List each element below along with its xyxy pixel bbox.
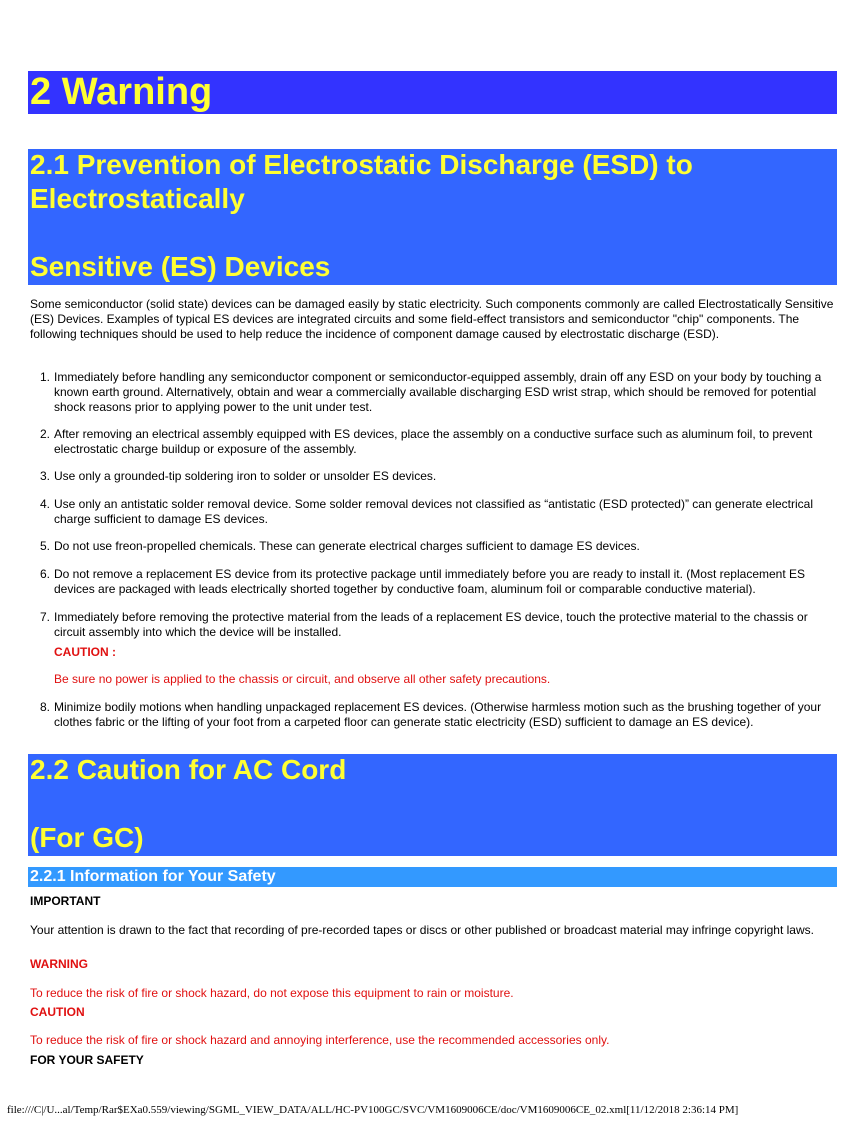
list-number: 5. — [39, 539, 50, 553]
list-item: Immediately before handling any semiconductor component or semiconductor-equipped assembly, drain off any ESD on your body by touching a known earth ground. Alternatively, obtain and wear a commercially available discharging ESD wrist strap, which should be removed for potential shock reasons prior to applying power to the unit under test. — [54, 370, 822, 414]
section-title-esd — [28, 149, 837, 285]
warning-label: WARNING — [30, 957, 88, 971]
list-item: Use only an antistatic solder removal device. Some solder removal devices not classified as “antistatic (ESD protected)” can generate electrical charge sufficient to damage ES devices. — [54, 497, 814, 526]
section-title-ac-line2: (For GC) — [30, 822, 144, 853]
list-number: 4. — [39, 497, 50, 511]
section-title-esd-line2: Electrostatically — [30, 183, 245, 214]
caution-text: Be sure no power is applied to the chassis or circuit, and observe all other safety precautions. — [54, 672, 551, 686]
section-title-ac-line1: 2.2 Caution for AC Cord — [30, 754, 347, 785]
section-title-esd-line1: 2.1 Prevention of Electrostatic Discharge (ESD) to — [30, 149, 693, 180]
for-your-safety-label: FOR YOUR SAFETY — [30, 1053, 144, 1067]
list-number: 7. — [39, 610, 50, 624]
caution-label-ac: CAUTION — [30, 1005, 85, 1019]
esd-intro: Some semiconductor (solid state) devices can be damaged easily by static electricity. Such components commonly are called Electrostatically Sensitive (ES) Devices. Examples of typical ES devices are integrated circuits and some field-effect transistors and semiconductor "chip" components. The following techniques should be used to help reduce the incidence of component damage caused by electrostatic discharge (ESD). — [30, 297, 834, 341]
list-item: Minimize bodily motions when handling unpackaged replacement ES devices. (Otherwise harmless motion such as the brushing together of your clothes fabric or the lifting of your foot from a carpeted floor can generate static electricity (ESD) sufficient to damage an ES device). — [54, 700, 822, 729]
subsection-title-safety: 2.2.1 Information for Your Safety — [28, 867, 837, 887]
important-label: IMPORTANT — [30, 894, 101, 908]
list-number: 2. — [39, 427, 50, 441]
list-item: Use only a grounded-tip soldering iron to solder or unsolder ES devices. — [54, 469, 437, 483]
list-number: 1. — [39, 370, 50, 384]
list-item: Do not remove a replacement ES device from its protective package until immediately before you are ready to install it. (Most replacement ES devices are packaged with leads electrically shorted together by conductive foam, aluminum foil or comparable conductive material). — [54, 567, 806, 596]
list-item: After removing an electrical assembly equipped with ES devices, place the assembly on a conductive surface such as aluminum foil, to prevent electrostatic charge buildup or exposure of the assembly. — [54, 427, 813, 456]
chapter-title: 2 Warning — [28, 71, 837, 114]
list-number: 8. — [39, 700, 50, 714]
important-text: Your attention is drawn to the fact that recording of pre-recorded tapes or discs or other published or broadcast material may infringe copyright laws. — [30, 923, 814, 937]
list-number: 6. — [39, 567, 50, 581]
warning-text: To reduce the risk of fire or shock hazard, do not expose this equipment to rain or moisture. — [30, 986, 514, 1000]
caution-label: CAUTION : — [54, 645, 116, 659]
list-item: Do not use freon-propelled chemicals. These can generate electrical charges sufficient to damage ES devices. — [54, 539, 640, 553]
section-title-ac-cord — [28, 754, 837, 856]
file-path-footer: file:///C|/U...al/Temp/Rar$EXa0.559/viewing/SGML_VIEW_DATA/ALL/HC-PV100GC/SVC/VM1609006CE/doc/VM1609006CE_02.xml[11/12/2018 2:36:14 PM] — [7, 1104, 739, 1116]
caution-text-ac: To reduce the risk of fire or shock hazard and annoying interference, use the recommended accessories only. — [30, 1033, 610, 1047]
section-title-esd-line3: Sensitive (ES) Devices — [30, 251, 331, 282]
list-item: Immediately before removing the protective material from the leads of a replacement ES device, touch the protective material to the chassis or circuit assembly into which the device will be installed. — [54, 610, 808, 639]
list-number: 3. — [39, 469, 50, 483]
